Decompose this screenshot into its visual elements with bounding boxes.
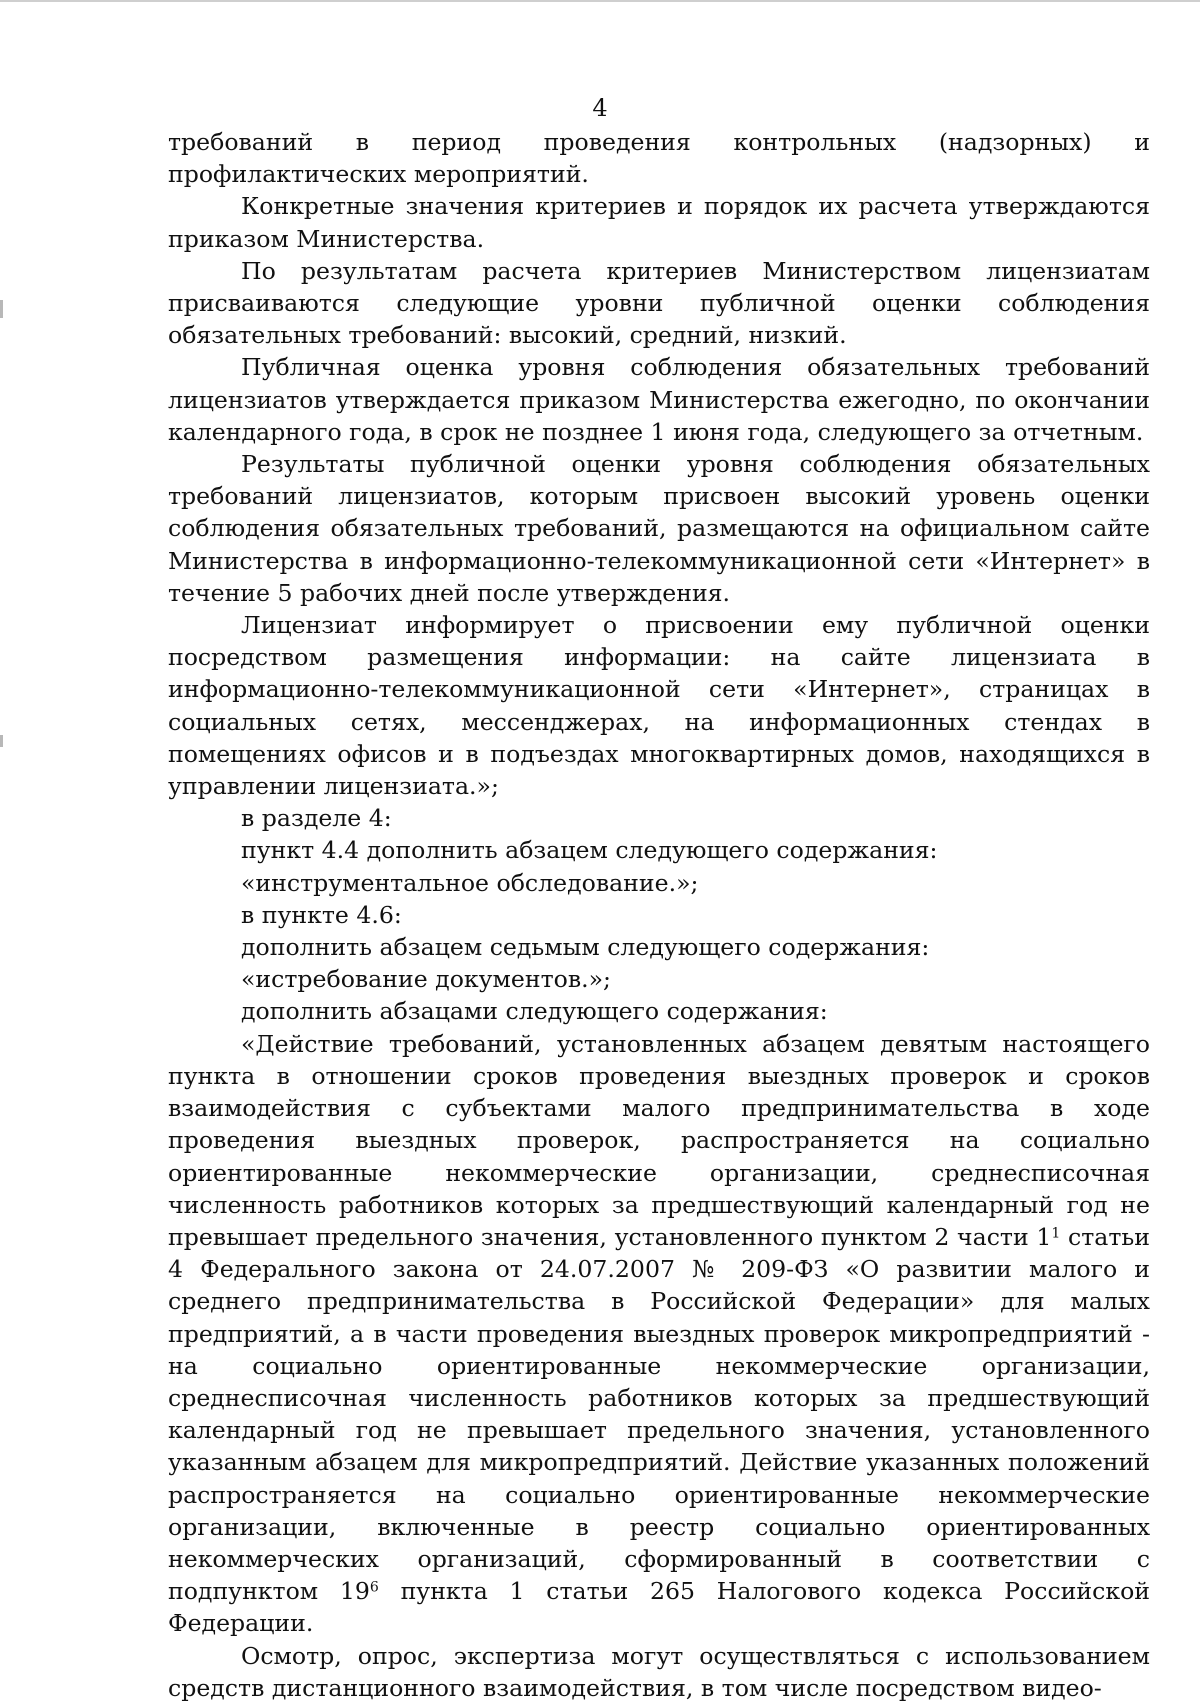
paragraph: Конкретные значения критериев и порядок их расчета утверждаются приказом Министерства. [168,192,1150,253]
paragraph: дополнить абзацами следующего содержания: [241,997,828,1026]
paragraph: пункт 4.4 дополнить абзацем следующего содержания: [241,836,938,865]
paragraph: в разделе 4: [241,804,392,833]
text-span: «Действие требований, установленных абзацем девятым настоящего пункта в отношении сроков проведения выездных проверок и сроков взаимодействия с субъектами малого предпринимательства в ходе проведения выездных проверок, распространяется на социально ориентированные некоммерческие организации, среднесписочная численность работников которых за предшествующий календарный год не превышает предельного значения, установленного пунктом 2 части 1 [168,1029,1150,1251]
scan-edge-mark [0,735,3,747]
text-span: статьи 4 Федерального закона от 24.07.2007 № 209-ФЗ «О развитии малого и среднего предпринимательства в Российской Федерации» для малых предприятий, а в части проведения выездных проверок микропредприятий - на социально ориентированные некоммерческие организации, среднесписочная численность работников которых за предшествующий календарный год не превышает предельного значения, установленного указанным абзацем для микропредприятий. Действие указанных положений распространяется на социально ориентированные некоммерческие организации, включенные в реестр социально ориентированных некоммерческих организаций, сформированный в соответствии с подпунктом 19 [168,1222,1150,1606]
paragraph: Осмотр, опрос, экспертиза могут осуществляться с использованием средств дистанционного взаимодействия, в том числе посредством видео- [168,1641,1150,1702]
paragraph: Результаты публичной оценки уровня соблюдения обязательных требований лицензиатов, которым присвоен высокий уровень оценки соблюдения обязательных требований, размещаются на официальном сайте Министерства в информационно-телекоммуникационной сети «Интернет» в течение 5 рабочих дней после утверждения. [168,450,1150,607]
paragraph: Публичная оценка уровня соблюдения обязательных требований лицензиатов утверждается приказом Министерства ежегодно, по окончании календарного года, в срок не позднее 1 июня года, следующего за отчетным. [168,353,1150,446]
page-number: 4 [592,94,608,122]
document-text [168,126,1150,1704]
superscript: 1 [1051,1225,1061,1242]
paragraph: Лицензиат информирует о присвоении ему публичной оценки посредством размещения информации: на сайте лицензиата в информационно-телекоммуникационной сети «Интернет», страницах в социальных сетях, мессенджерах, на информационных стендах в помещениях офисов и в подъездах многоквартирных домов, находящихся в управлении лицензиата.»; [168,611,1150,801]
text-span: пункта 1 статьи 265 Налогового кодекса Российской Федерации. [168,1577,1151,1638]
superscript: 6 [369,1579,379,1596]
scan-edge-mark [0,0,1200,2]
quoted-amendment-paragraph [168,1028,1150,1640]
paragraph: требований в период проведения контрольных (надзорных) и профилактических мероприятий. [168,128,1150,189]
paragraph: дополнить абзацем седьмым следующего содержания: [241,933,930,962]
scan-edge-mark [0,300,3,318]
paragraph: По результатам расчета критериев Министерством лицензиатам присваиваются следующие уровни публичной оценки соблюдения обязательных требований: высокий, средний, низкий. [168,256,1150,350]
paragraph: «инструментальное обследование.»; [241,868,699,897]
paragraph: в пункте 4.6: [241,900,402,929]
paragraph: «истребование документов.»; [241,965,611,994]
